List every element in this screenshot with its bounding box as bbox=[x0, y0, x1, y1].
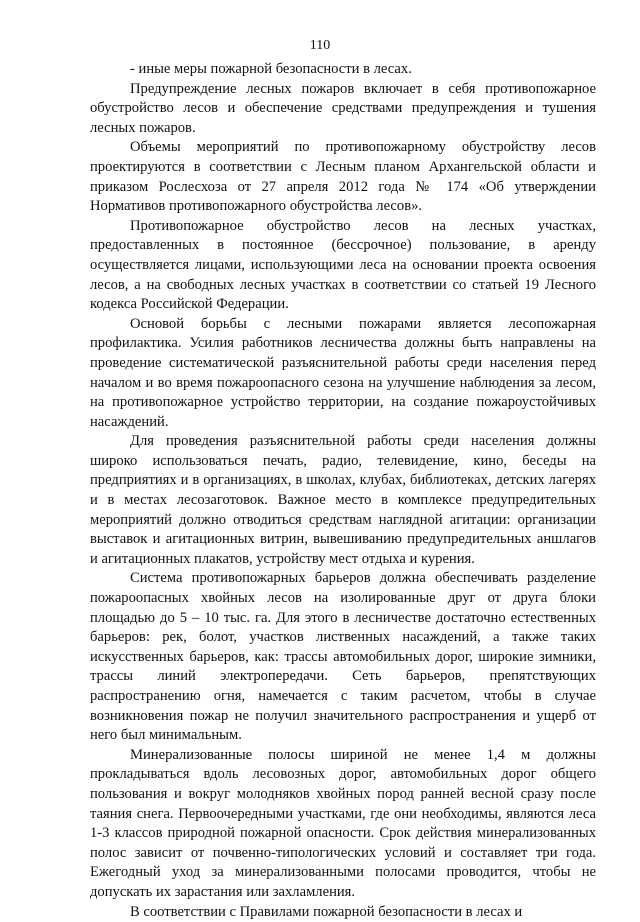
list-item-fire-safety-measures: - иные меры пожарной безопасности в лесах. bbox=[130, 61, 412, 77]
paragraph-fire-prophylaxis: Основой борьбы с лесными пожарами является лесопожарная профилактика. Усилия работников лесничества должны быть направлены на проведение систематической разъяснительной работы среди населения перед началом и во время пожароопасного сезона на улучшение наблюдения за лесом, на противопожарное устройство территории, на создание пожароустойчивых насаждений. bbox=[90, 315, 596, 430]
paragraph-fire-prevention: Предупреждение лесных пожаров включает в себя противопожарное обустройство лесов и обеспечение средствами предупреждения и тушения лесных пожаров. bbox=[90, 80, 596, 136]
paragraph-fire-arrangement: Противопожарное обустройство лесов на лесных участках, предоставленных в постоянное (бессрочное) пользование, в аренду осуществляется лицами, использующими леса на основании проекта освоения лесов, а на свободных лесных участках в соответствии со статьей 19 Лесного кодекса Российской Федерации. bbox=[90, 217, 596, 313]
paragraph-mineralized-strips: Минерализованные полосы шириной не менее 1,4 м должны прокладываться вдоль лесовозных дорог, автомобильных дорог общего пользования и вокруг молодняков хвойных пород ранней весной сразу после таяния снега. Первоочередными участками, где они необходимы, являются леса 1-3 классов природной пожарной опасности. Срок действия минерализованных полос зависит от почвенно-типологических условий и составляет три года. Ежегодный уход за минерализованными полосами проводится, чтобы не допускать их зарастания или захламления. bbox=[90, 746, 596, 900]
document-body bbox=[90, 60, 596, 922]
paragraph-explanatory-work: Для проведения разъяснительной работы среди населения должны широко использоваться печать, радио, телевидение, кино, беседы на предприятиях и в организациях, в школах, клубах, библиотеках, детских лагерях и в местах лесозаготовок. Важное место в комплексе предупредительных мероприятий должно отводиться средствам наглядной агитации: организации выставок и агитационных витрин, вывешиванию предупредительных аншлагов и агитационных плакатов, устройству мест отдыха и курения. bbox=[90, 433, 596, 567]
paragraph-fire-barriers: Система противопожарных барьеров должна обеспечивать разделение пожароопасных хвойных лесов на изолированные друг от друга блоки площадью до 5 – 10 тыс. га. Для этого в лесничестве достаточно естественных барьеров: рек, болот, участков лиственных насаждений, а также таких искусственных барьеров, как: трассы автомобильных дорог, широкие зимники, трассы линий электропередачи. Сеть барьеров, препятствующих распространению огня, намечается с таким расчетом, чтобы в случае возникновения пожар не получил значительного распространения и ущерб от него был минимальным. bbox=[90, 570, 596, 744]
page-number: 110 bbox=[309, 38, 331, 53]
paragraph-fire-safety-rules: В соответствии с Правилами пожарной безопасности в лесах и bbox=[130, 903, 523, 920]
paragraph-measure-volumes: Объемы мероприятий по противопожарному обустройству лесов проектируются в соответствии с Лесным планом Архангельской области и приказом Рослесхоза от 27 апреля 2012 года № 174 «Об утверждении Нормативов противопожарного обустройства лесов». bbox=[90, 139, 596, 215]
